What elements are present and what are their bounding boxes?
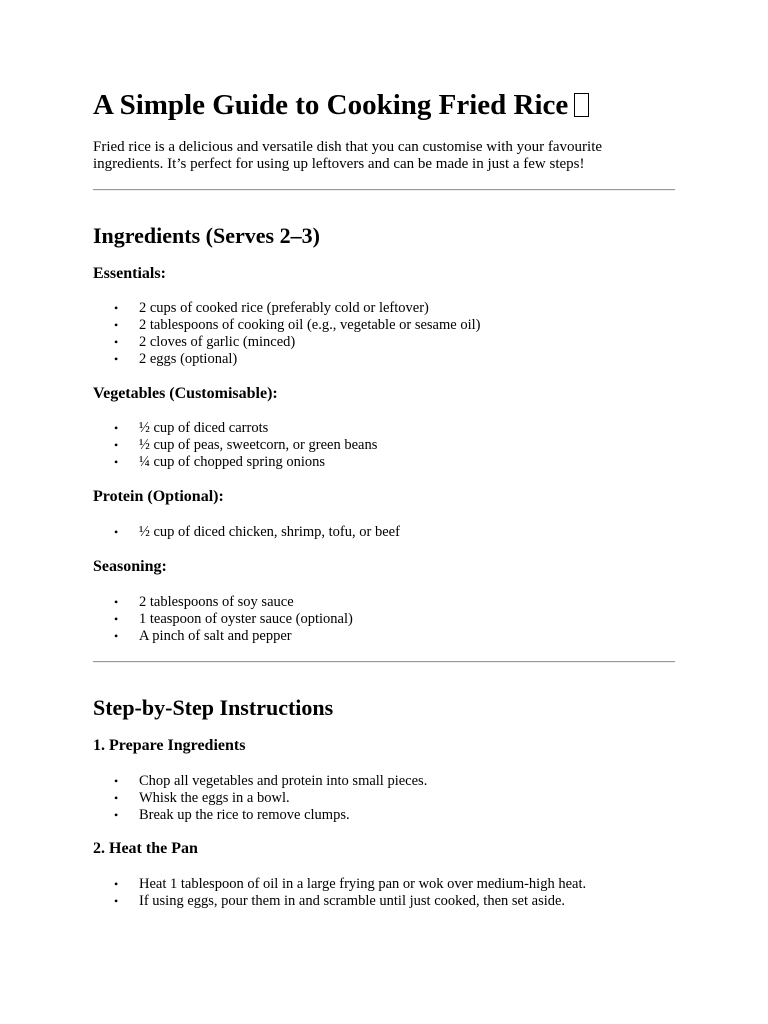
- bullet: •: [114, 629, 119, 643]
- divider-2: [93, 661, 675, 663]
- list-item: • Chop all vegetables and protein into small pieces.: [114, 773, 428, 789]
- bullet: •: [114, 791, 119, 805]
- list-item: • 1 teaspoon of oyster sauce (optional): [114, 611, 353, 627]
- bullet: •: [114, 455, 119, 469]
- bullet: •: [114, 877, 119, 891]
- list-item: • ½ cup of peas, sweetcorn, or green beans: [114, 437, 378, 453]
- missing-glyph-icon: [574, 93, 589, 117]
- bullet: •: [114, 808, 119, 822]
- vegetables-heading: Vegetables (Customisable):: [93, 385, 278, 402]
- step-1-heading: 1. Prepare Ingredients: [93, 737, 246, 754]
- list-item: • ½ cup of diced carrots: [114, 420, 269, 436]
- list-item: • Heat 1 tablespoon of oil in a large frying pan or wok over medium-high heat.: [114, 876, 587, 892]
- essentials-heading: Essentials:: [93, 265, 166, 282]
- seasoning-list: [93, 594, 353, 645]
- step-2-list: [93, 876, 586, 910]
- divider-1: [93, 189, 675, 191]
- protein-heading: Protein (Optional):: [93, 488, 224, 505]
- bullet: •: [114, 318, 119, 332]
- bullet: •: [114, 612, 119, 626]
- list-item: • If using eggs, pour them in and scramble until just cooked, then set aside.: [114, 893, 566, 909]
- step-2-heading: 2. Heat the Pan: [93, 840, 198, 857]
- list-item: • 2 tablespoons of cooking oil (e.g., vegetable or sesame oil): [114, 317, 481, 333]
- bullet: •: [114, 438, 119, 452]
- list-item: • 2 cloves of garlic (minced): [114, 334, 296, 350]
- list-item: • 2 eggs (optional): [114, 351, 238, 367]
- intro-paragraph: Fried rice is a delicious and versatile dish that you can customise with your favourite ingredients. It’s perfect for using up leftovers and can be made in just a few steps!: [93, 139, 603, 172]
- bullet: •: [114, 335, 119, 349]
- vegetables-list: [93, 420, 377, 471]
- bullet: •: [114, 301, 119, 315]
- bullet: •: [114, 525, 119, 539]
- list-item: • A pinch of salt and pepper: [114, 628, 292, 644]
- bullet: •: [114, 421, 119, 435]
- protein-list: [93, 524, 400, 541]
- list-item: • 2 cups of cooked rice (preferably cold or leftover): [114, 300, 429, 316]
- ingredients-heading: Ingredients (Serves 2–3): [93, 223, 320, 248]
- list-item: • Break up the rice to remove clumps.: [114, 807, 350, 823]
- list-item: • ½ cup of diced chicken, shrimp, tofu, or beef: [114, 524, 400, 540]
- list-item: • Whisk the eggs in a bowl.: [114, 790, 290, 806]
- bullet: •: [114, 595, 119, 609]
- bullet: •: [114, 774, 119, 788]
- page-title: [93, 85, 589, 125]
- instructions-heading: Step-by-Step Instructions: [93, 695, 334, 720]
- step-1-list: [93, 773, 427, 824]
- page-title-text: A Simple Guide to Cooking Fried Rice: [93, 89, 569, 121]
- bullet: •: [114, 352, 119, 366]
- seasoning-heading: Seasoning:: [93, 558, 167, 575]
- essentials-list: [93, 300, 480, 368]
- list-item: • 2 tablespoons of soy sauce: [114, 594, 294, 610]
- bullet: •: [114, 894, 119, 908]
- list-item: • ¼ cup of chopped spring onions: [114, 454, 326, 470]
